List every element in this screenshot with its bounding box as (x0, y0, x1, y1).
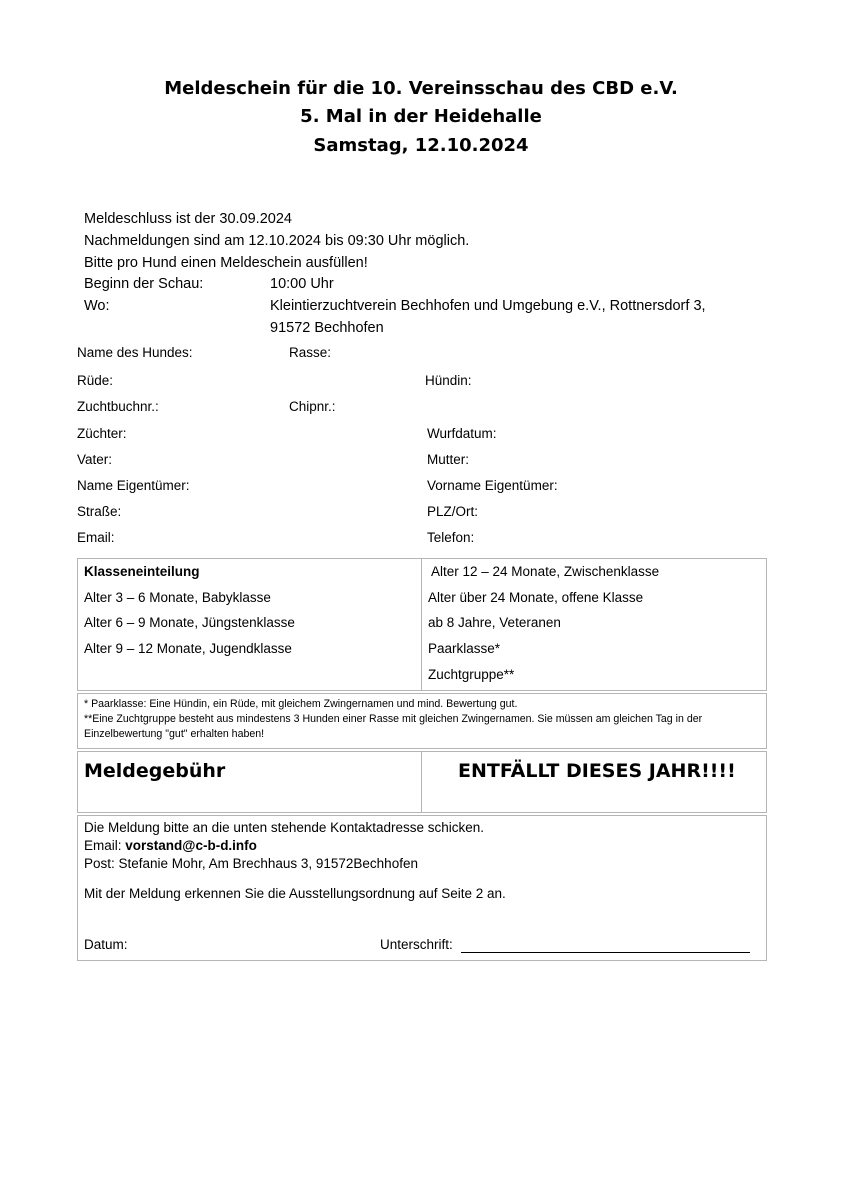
signature-line[interactable] (461, 952, 750, 953)
unterschrift-label: Unterschrift: (380, 937, 453, 952)
field-zuchtbuchnr: Zuchtbuchnr.: (77, 399, 159, 414)
beginn-value: 10:00 Uhr (270, 276, 334, 292)
field-rasse: Rasse: (289, 345, 332, 360)
contact-intro: Die Meldung bitte an die unten stehende Kontaktadresse schicken. (84, 820, 485, 835)
klasse-baby: Alter 3 – 6 Monate, Babyklasse (84, 590, 271, 605)
bitte-text: Bitte pro Hund einen Meldeschein ausfüllen! (84, 255, 368, 271)
contact-email-label: Email: (84, 838, 126, 853)
field-telefon: Telefon: (427, 530, 475, 545)
fee-label: Meldegebühr (84, 760, 226, 782)
field-wurfdatum: Wurfdatum: (427, 426, 497, 441)
field-mutter: Mutter: (427, 452, 470, 467)
field-zuechter: Züchter: (77, 426, 127, 441)
nachmeldungen-text: Nachmeldungen sind am 12.10.2024 bis 09:30 Uhr möglich. (84, 233, 470, 249)
title-line-1: Meldeschein für die 10. Vereinsschau des CBD e.V. (164, 78, 678, 99)
fee-divider (421, 751, 422, 813)
datum-label: Datum: (84, 937, 128, 952)
klassen-heading: Klasseneinteilung (84, 564, 200, 579)
fee-value: ENTFÄLLT DIESES JAHR!!!! (458, 760, 736, 782)
field-vorname-eigentuemer: Vorname Eigentümer: (427, 478, 558, 493)
field-ruede: Rüde: (77, 373, 114, 388)
klasse-zwischen: Alter 12 – 24 Monate, Zwischenklasse (431, 564, 660, 579)
title-line-3: Samstag, 12.10.2024 (313, 135, 529, 156)
meldeschluss-text: Meldeschluss ist der 30.09.2024 (84, 211, 292, 227)
klassen-divider (421, 558, 422, 691)
title-line-2: 5. Mal in der Heidehalle (300, 106, 542, 127)
field-email: Email: (77, 530, 115, 545)
contact-email-line (84, 838, 257, 853)
beginn-label: Beginn der Schau: (84, 276, 204, 292)
klasse-jugend: Alter 9 – 12 Monate, Jugendklasse (84, 641, 292, 656)
field-name-eigentuemer: Name Eigentümer: (77, 478, 190, 493)
wo-label: Wo: (84, 298, 110, 314)
klasse-offen: Alter über 24 Monate, offene Klasse (428, 590, 644, 605)
klasse-juengsten: Alter 6 – 9 Monate, Jüngstenklasse (84, 615, 295, 630)
contact-email-link[interactable]: vorstand@c-b-d.info (125, 838, 257, 853)
klasse-veteranen: ab 8 Jahre, Veteranen (428, 615, 561, 630)
contact-agree: Mit der Meldung erkennen Sie die Ausstellungsordnung auf Seite 2 an. (84, 886, 506, 901)
field-plz-ort: PLZ/Ort: (427, 504, 479, 519)
wo-line-2: 91572 Bechhofen (270, 320, 384, 336)
wo-line-1: Kleintierzuchtverein Bechhofen und Umgebung e.V., Rottnersdorf 3, (270, 298, 706, 314)
klasse-paar: Paarklasse* (428, 641, 501, 656)
field-name-des-hundes: Name des Hundes: (77, 345, 193, 360)
contact-post: Post: Stefanie Mohr, Am Brechhaus 3, 91572Bechhofen (84, 856, 418, 871)
field-strasse: Straße: (77, 504, 122, 519)
field-chipnr: Chipnr.: (289, 399, 336, 414)
field-huendin: Hündin: (425, 373, 472, 388)
field-vater: Vater: (77, 452, 113, 467)
note-zuchtgruppe: **Eine Zuchtgruppe besteht aus mindestens 3 Hunden einer Rasse mit gleichen Zwingernamen. Sie müssen am gleichen Tag in der Einzelbewertung "gut" erhalten haben! (84, 713, 703, 740)
klasse-zuchtgruppe: Zuchtgruppe** (428, 667, 515, 682)
note-paarklasse: * Paarklasse: Eine Hündin, ein Rüde, mit gleichem Zwingernamen und mind. Bewertung gut. (84, 698, 518, 710)
